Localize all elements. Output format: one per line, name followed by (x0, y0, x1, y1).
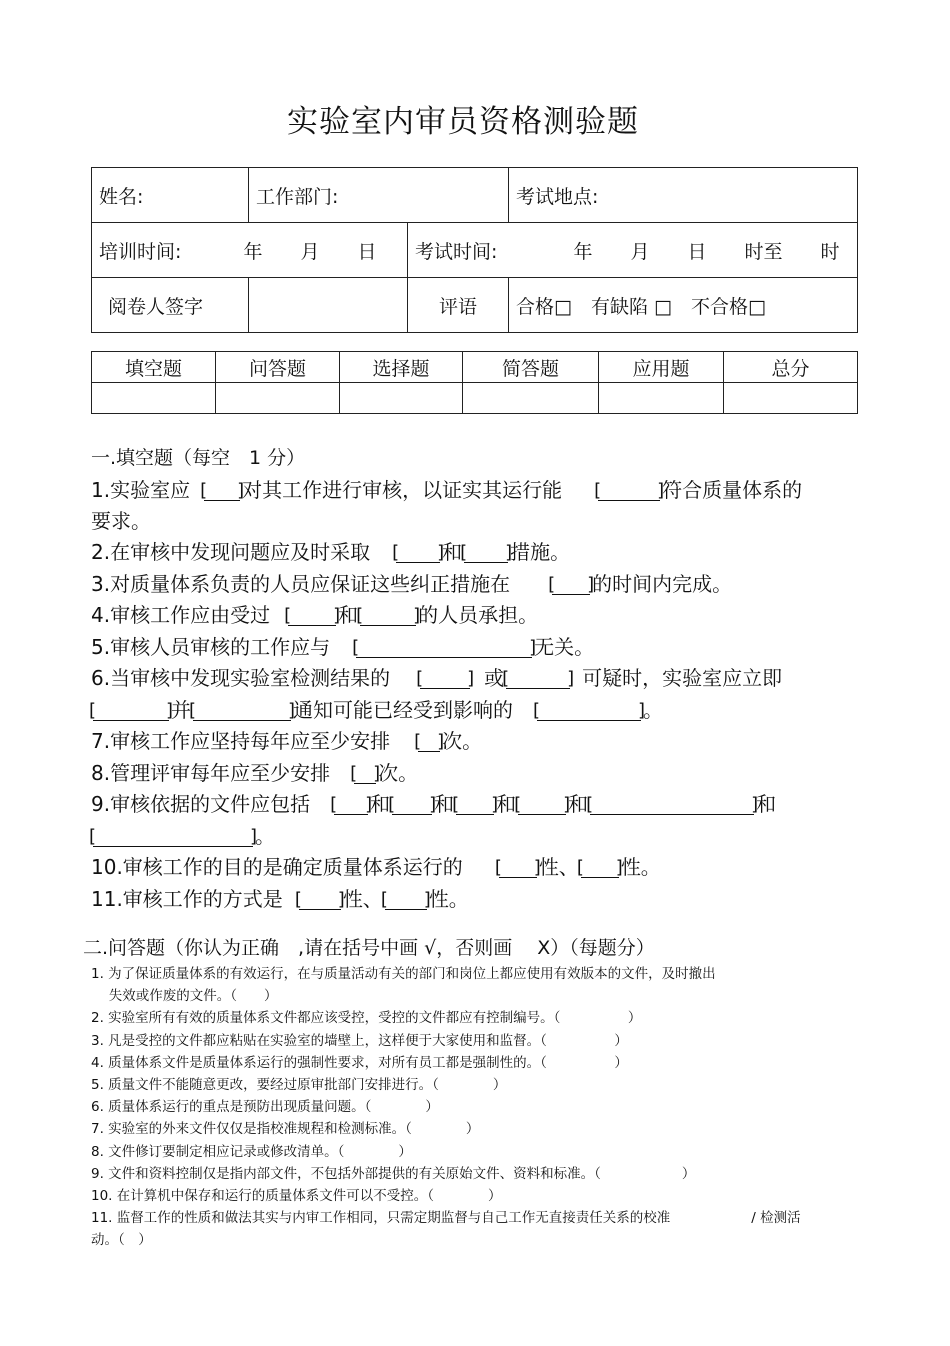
tf-item[interactable]: 3. 凡是受控的文件都应粘贴在实验室的墙壁上，这样便于大家使用和监督。（ ） (91, 1032, 628, 1049)
answer-blank[interactable] (537, 698, 641, 721)
score-header-application: 应用题 (599, 352, 724, 383)
score-cell[interactable] (92, 383, 216, 414)
answer-blank[interactable] (499, 855, 537, 878)
question-7: 7.审核工作应坚持每年应至少安排[ ] 次。 (91, 725, 881, 757)
tf-item[interactable]: 10. 在计算机中保存和运行的质量体系文件可以不受控。（ ） (91, 1188, 502, 1205)
question-1: 1.实验室应[ ] 对其工作进行审核，以证实其运行能[ ] 符合质量体系的 (91, 474, 881, 506)
score-header-choice: 选择题 (340, 352, 463, 383)
tf-item: 1. 为了保证质量体系的有效运行，在与质量活动有关的部门和岗位上都应使用有效版本的文件，及时撤出 (91, 966, 716, 982)
answer-blank[interactable] (204, 478, 240, 501)
question-9: 9.审核依据的文件应包括[ ] 和[ ] 和[ ] 和[ ] 和[ ] 和 (91, 788, 881, 820)
tf-item[interactable]: 8. 文件修订要制定相应记录或修改清单。（ ） (91, 1143, 412, 1160)
question-5: 5.审核人员审核的工作应与[ ] 无关。 (91, 631, 881, 663)
tf-item[interactable]: 6. 质量体系运行的重点是预防出现质量问题。（ ） (91, 1099, 439, 1116)
tf-item: 11. 监督工作的性质和做法其实与内审工作相同，只需定期监督与自己工作无直接责任关系的校准 / 检测活 (91, 1210, 801, 1227)
true-false-questions (91, 963, 881, 1252)
comment-label: 评语 (408, 278, 509, 333)
question-3: 3.对质量体系负责的人员应保证这些纠正措施在[ ] 的时间内完成。 (91, 568, 881, 600)
score-cell[interactable] (724, 383, 858, 414)
tf-item[interactable]: 7. 实验室的外来文件仅仅是指校准规程和检测标准。（ ） (91, 1121, 480, 1138)
answer-blank[interactable] (288, 603, 336, 626)
answer-blank[interactable] (456, 792, 494, 815)
page-title: 实验室内审员资格测验题 (287, 104, 639, 140)
answer-blank[interactable] (506, 666, 570, 689)
section2-heading: 二.问答题（你认为正确 ,请在括号中画 √，否则画 X）（每题分） (83, 937, 655, 959)
grader-label: 阅卷人签字 (92, 278, 249, 333)
grader-signature-field[interactable] (249, 278, 408, 333)
score-cell[interactable] (216, 383, 340, 414)
score-cell[interactable] (463, 383, 599, 414)
answer-blank[interactable] (360, 603, 416, 626)
answer-blank[interactable] (590, 792, 754, 815)
question-6-cont: [ ]并[ ] 通知可能已经受到影响的[ ] 。 (91, 694, 881, 726)
question-10: 10.审核工作的目的是确定质量体系运行的[ ] 性、[ ] 性。 (91, 851, 881, 883)
tf-item[interactable]: 动。（ ） (91, 1232, 152, 1249)
answer-blank[interactable] (581, 855, 619, 878)
section1-heading: 一.填空题（每空 1 分） (91, 447, 306, 469)
answer-blank[interactable] (299, 887, 341, 910)
answer-blank[interactable] (354, 761, 376, 784)
answer-blank[interactable] (356, 635, 532, 658)
score-header-qa: 问答题 (216, 352, 340, 383)
answer-blank[interactable] (93, 824, 253, 847)
tf-item[interactable]: 2. 实验室所有有效的质量体系文件都应该受控，受控的文件都应有控制编号。（ ） (91, 1010, 642, 1027)
name-label: 姓名: (92, 168, 249, 223)
training-time-label: 培训时间: (99, 240, 182, 263)
tf-item[interactable]: 4. 质量体系文件是质量体系运行的强制性要求，对所有员工都是强制性的。（ ） (91, 1054, 628, 1071)
tf-item[interactable]: 失效或作废的文件。（ ） (91, 988, 278, 1005)
exam-time-label: 考试时间: (415, 240, 498, 263)
answer-blank[interactable] (392, 792, 432, 815)
answer-blank[interactable] (396, 540, 440, 563)
dept-label: 工作部门: (249, 168, 509, 223)
question-1-cont: 要求。 (91, 508, 151, 533)
location-label: 考试地点: (509, 168, 858, 223)
score-cell[interactable] (340, 383, 463, 414)
answer-blank[interactable] (464, 540, 508, 563)
score-header-total: 总分 (724, 352, 858, 383)
question-2: 2.在审核中发现问题应及时采取[ ] 和[ ] 措施。 (91, 536, 881, 568)
exam-time-cell (408, 223, 858, 278)
answer-blank[interactable] (334, 792, 368, 815)
score-header-short: 简答题 (463, 352, 599, 383)
tf-item[interactable]: 5. 质量文件不能随意更改，要经过原审批部门安排进行。（ ） (91, 1077, 507, 1094)
score-cell[interactable] (599, 383, 724, 414)
answer-blank[interactable] (420, 666, 470, 689)
answer-blank[interactable] (385, 887, 427, 910)
training-time-cell (92, 223, 408, 278)
answer-blank[interactable] (518, 792, 566, 815)
answer-blank[interactable] (552, 572, 590, 595)
answer-blank[interactable] (193, 698, 291, 721)
question-8: 8.管理评审每年应至少安排[ ] 次。 (91, 757, 881, 789)
score-table (91, 351, 858, 414)
fill-questions (91, 474, 881, 914)
info-table (91, 167, 858, 333)
question-4: 4.审核工作应由受过[ ] 和[ ] 的人员承担。 (91, 599, 881, 631)
training-time-date: 年 月 日 (243, 240, 377, 263)
question-9-cont: [ ]。 (91, 820, 881, 852)
exam-time-date: 年 月 日 时至 时 (573, 240, 840, 263)
comment-options[interactable]: 合格□ 有缺陷 □ 不合格□ (509, 278, 858, 333)
answer-blank[interactable] (598, 478, 660, 501)
tf-item[interactable]: 9. 文件和资料控制仅是指内部文件，不包括外部提供的有关原始文件、资料和标准。（ ） (91, 1165, 696, 1182)
question-6: 6.当审核中发现实验室检测结果的[ ] 或[ ] 可疑时，实验室应立即 (91, 662, 881, 694)
question-11: 11.审核工作的方式是[ ] 性、[ ] 性。 (91, 883, 881, 915)
answer-blank[interactable] (418, 729, 440, 752)
score-header-fill: 填空题 (92, 352, 216, 383)
answer-blank[interactable] (93, 698, 169, 721)
